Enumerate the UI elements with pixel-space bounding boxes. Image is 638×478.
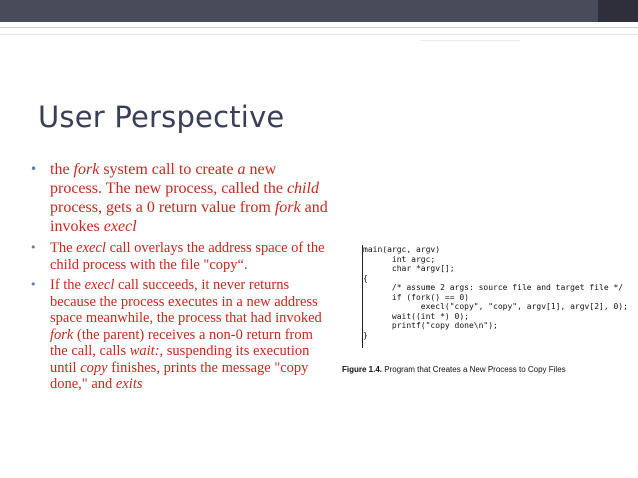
figure-caption-label: Figure 1.4. (342, 365, 383, 374)
bullet-item (30, 160, 330, 236)
top-band-accent (598, 0, 638, 22)
bullet-item (30, 240, 330, 273)
slide-title: User Perspective (38, 100, 285, 134)
code-line: printf("copy done\n"); (363, 321, 498, 330)
code-line: int argc; (363, 254, 436, 264)
top-divider-accent (420, 40, 520, 41)
bullet-item (30, 277, 330, 393)
top-divider (0, 27, 638, 28)
figure-caption-text: Program that Creates a New Process to Copy Files (384, 365, 566, 374)
code-line: wait((int *) 0); (363, 311, 469, 321)
bullet-text: the fork system call to create a new process. The new process, called the child process, gets a 0 return value from fork and invokes execl (50, 161, 328, 235)
bullet-dot-icon: • (30, 162, 38, 176)
code-listing (362, 245, 628, 348)
bullet-text: The execl call overlays the address space of the child process with the file "copy“. (50, 240, 325, 273)
top-band (0, 0, 638, 22)
code-line: char *argv[]; (363, 264, 455, 273)
bullet-text: If the execl call succeeds, it never returns because the process executes in a new address space meanwhile, the process that had invoked fork (the parent) receives a non-0 return from the call, calls wait:, suspending its execution until copy finishes, prints the message "copy done," and exits (50, 277, 322, 392)
code-line: /* assume 2 args: source file and target file */ (363, 283, 624, 292)
code-line: { (363, 273, 368, 283)
code-line: if (fork() == 0) (363, 292, 469, 302)
bullet-list (30, 160, 330, 397)
code-line: execl("copy", "copy", argv[1], argv[2], 0); (363, 302, 628, 311)
code-line: main(argc, argv) (363, 245, 441, 254)
bullet-dot-icon: • (30, 278, 37, 291)
top-divider-secondary (0, 34, 638, 35)
figure-caption (342, 365, 602, 374)
code-figure (342, 245, 628, 374)
code-line: } (363, 330, 368, 340)
bullet-dot-icon: • (30, 241, 37, 254)
